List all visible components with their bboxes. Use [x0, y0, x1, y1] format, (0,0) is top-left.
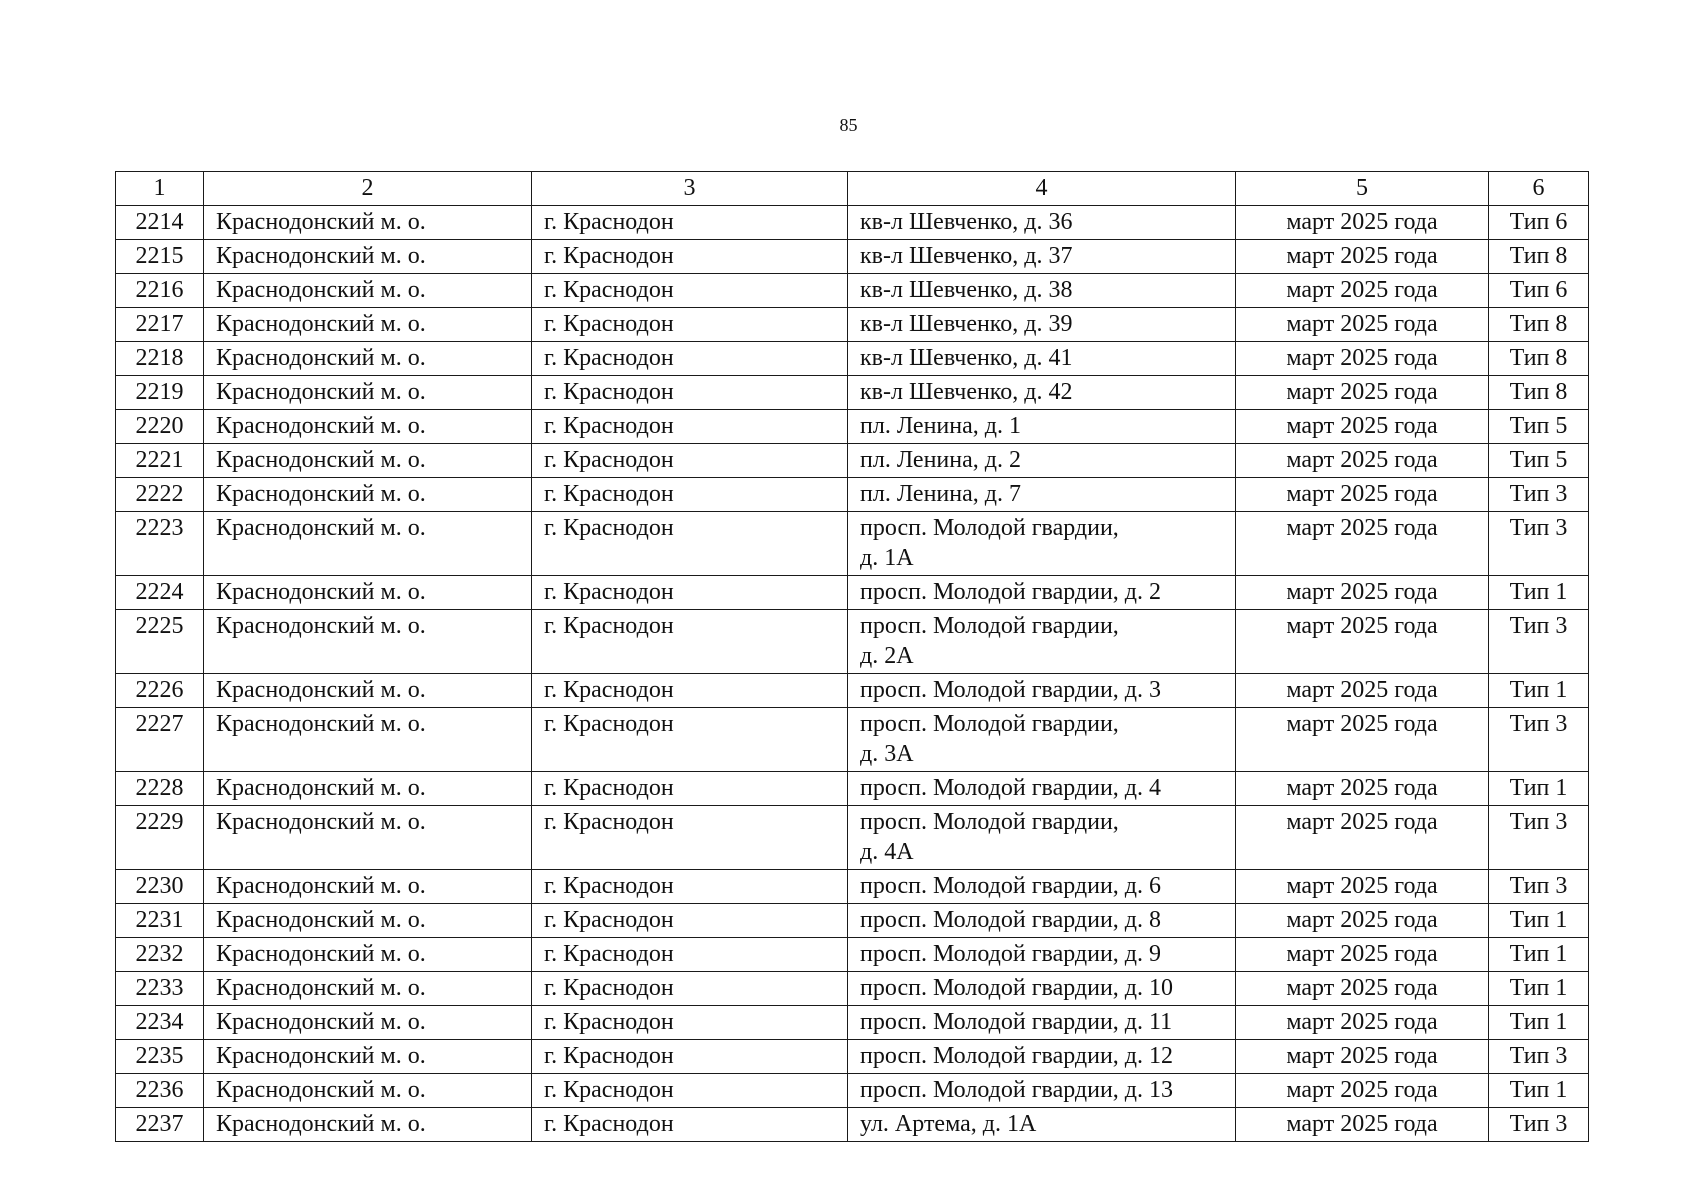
type-cell: Тип 1 [1489, 904, 1589, 938]
city-cell: г. Краснодон [532, 708, 848, 772]
table-row [116, 1074, 1589, 1108]
address-line: просп. Молодой гвардии, д. 11 [860, 1009, 1173, 1035]
type-cell: Тип 5 [1489, 444, 1589, 478]
type-cell: Тип 3 [1489, 1108, 1589, 1142]
type-cell: Тип 1 [1489, 674, 1589, 708]
row-number-cell: 2229 [116, 806, 204, 870]
district-cell: Краснодонский м. о. [204, 410, 532, 444]
row-number-cell: 2223 [116, 512, 204, 576]
city-cell: г. Краснодон [532, 240, 848, 274]
address-line: кв-л Шевченко, д. 36 [860, 209, 1073, 235]
table-row [116, 512, 1589, 576]
address-cell [848, 512, 1236, 576]
address-cell [848, 410, 1236, 444]
date-cell: март 2025 года [1236, 870, 1489, 904]
city-cell: г. Краснодон [532, 576, 848, 610]
city-cell: г. Краснодон [532, 772, 848, 806]
type-cell: Тип 1 [1489, 938, 1589, 972]
table-body [116, 172, 1589, 1142]
address-line: просп. Молодой гвардии, [860, 809, 1119, 835]
city-cell: г. Краснодон [532, 972, 848, 1006]
district-cell: Краснодонский м. о. [204, 972, 532, 1006]
table-row [116, 376, 1589, 410]
table-row [116, 478, 1589, 512]
address-line: кв-л Шевченко, д. 41 [860, 345, 1073, 371]
address-cell [848, 206, 1236, 240]
date-cell: март 2025 года [1236, 806, 1489, 870]
table-row [116, 342, 1589, 376]
table-row [116, 772, 1589, 806]
type-cell: Тип 1 [1489, 972, 1589, 1006]
address-line: пл. Ленина, д. 2 [860, 447, 1021, 473]
date-cell: март 2025 года [1236, 1006, 1489, 1040]
address-line: кв-л Шевченко, д. 42 [860, 379, 1073, 405]
district-cell: Краснодонский м. о. [204, 904, 532, 938]
address-line: д. 3А [860, 741, 914, 767]
row-number-cell: 2216 [116, 274, 204, 308]
date-cell: март 2025 года [1236, 444, 1489, 478]
city-cell: г. Краснодон [532, 674, 848, 708]
district-cell: Краснодонский м. о. [204, 1006, 532, 1040]
date-cell: март 2025 года [1236, 274, 1489, 308]
table-row [116, 674, 1589, 708]
city-cell: г. Краснодон [532, 444, 848, 478]
date-cell: март 2025 года [1236, 342, 1489, 376]
address-cell [848, 1074, 1236, 1108]
type-cell: Тип 3 [1489, 870, 1589, 904]
address-cell [848, 870, 1236, 904]
address-cell [848, 708, 1236, 772]
district-cell: Краснодонский м. о. [204, 1040, 532, 1074]
date-cell: март 2025 года [1236, 610, 1489, 674]
district-cell: Краснодонский м. о. [204, 376, 532, 410]
page-number: 85 [839, 115, 858, 135]
address-line: пл. Ленина, д. 1 [860, 413, 1021, 439]
date-cell: март 2025 года [1236, 576, 1489, 610]
table-header-row [116, 172, 1589, 206]
row-number-cell: 2218 [116, 342, 204, 376]
address-line: д. 2А [860, 643, 914, 669]
district-cell: Краснодонский м. о. [204, 772, 532, 806]
table-row [116, 972, 1589, 1006]
district-cell: Краснодонский м. о. [204, 1074, 532, 1108]
district-cell: Краснодонский м. о. [204, 478, 532, 512]
address-cell [848, 806, 1236, 870]
type-cell: Тип 1 [1489, 772, 1589, 806]
address-line: просп. Молодой гвардии, д. 4 [860, 775, 1162, 801]
district-cell: Краснодонский м. о. [204, 512, 532, 576]
table-row [116, 870, 1589, 904]
city-cell: г. Краснодон [532, 806, 848, 870]
city-cell: г. Краснодон [532, 308, 848, 342]
city-cell: г. Краснодон [532, 1108, 848, 1142]
row-number-cell: 2227 [116, 708, 204, 772]
district-cell: Краснодонский м. о. [204, 1108, 532, 1142]
type-cell: Тип 5 [1489, 410, 1589, 444]
city-cell: г. Краснодон [532, 478, 848, 512]
address-cell [848, 342, 1236, 376]
district-cell: Краснодонский м. о. [204, 308, 532, 342]
address-line: просп. Молодой гвардии, [860, 613, 1119, 639]
city-cell: г. Краснодон [532, 206, 848, 240]
address-line: просп. Молодой гвардии, д. 13 [860, 1077, 1174, 1103]
address-line: просп. Молодой гвардии, [860, 515, 1119, 541]
row-number-cell: 2234 [116, 1006, 204, 1040]
header-cell: 4 [848, 172, 1236, 206]
address-line: просп. Молодой гвардии, д. 2 [860, 579, 1162, 605]
type-cell: Тип 1 [1489, 576, 1589, 610]
row-number-cell: 2217 [116, 308, 204, 342]
address-line: пл. Ленина, д. 7 [860, 481, 1021, 507]
address-line: д. 4А [860, 839, 914, 865]
row-number-cell: 2220 [116, 410, 204, 444]
address-cell [848, 938, 1236, 972]
date-cell: март 2025 года [1236, 512, 1489, 576]
address-cell [848, 478, 1236, 512]
city-cell: г. Краснодон [532, 512, 848, 576]
header-cell: 5 [1236, 172, 1489, 206]
address-line: просп. Молодой гвардии, д. 8 [860, 907, 1162, 933]
date-cell: март 2025 года [1236, 674, 1489, 708]
type-cell: Тип 6 [1489, 274, 1589, 308]
header-cell: 2 [204, 172, 532, 206]
address-line: кв-л Шевченко, д. 37 [860, 243, 1073, 269]
date-cell: март 2025 года [1236, 478, 1489, 512]
type-cell: Тип 8 [1489, 308, 1589, 342]
city-cell: г. Краснодон [532, 274, 848, 308]
address-line: просп. Молодой гвардии, д. 9 [860, 941, 1162, 967]
type-cell: Тип 3 [1489, 806, 1589, 870]
district-cell: Краснодонский м. о. [204, 576, 532, 610]
date-cell: март 2025 года [1236, 708, 1489, 772]
address-cell [848, 444, 1236, 478]
date-cell: март 2025 года [1236, 410, 1489, 444]
row-number-cell: 2219 [116, 376, 204, 410]
header-cell: 1 [116, 172, 204, 206]
date-cell: март 2025 года [1236, 1040, 1489, 1074]
date-cell: март 2025 года [1236, 308, 1489, 342]
address-cell [848, 972, 1236, 1006]
city-cell: г. Краснодон [532, 1074, 848, 1108]
address-line: кв-л Шевченко, д. 39 [860, 311, 1073, 337]
table-row [116, 240, 1589, 274]
address-line: кв-л Шевченко, д. 38 [860, 277, 1073, 303]
district-cell: Краснодонский м. о. [204, 206, 532, 240]
district-cell: Краснодонский м. о. [204, 938, 532, 972]
row-number-cell: 2215 [116, 240, 204, 274]
district-cell: Краснодонский м. о. [204, 610, 532, 674]
address-line: просп. Молодой гвардии, [860, 711, 1119, 737]
address-cell [848, 674, 1236, 708]
district-cell: Краснодонский м. о. [204, 870, 532, 904]
district-cell: Краснодонский м. о. [204, 674, 532, 708]
table-row [116, 1006, 1589, 1040]
date-cell: март 2025 года [1236, 376, 1489, 410]
type-cell: Тип 3 [1489, 1040, 1589, 1074]
type-cell: Тип 3 [1489, 610, 1589, 674]
type-cell: Тип 1 [1489, 1006, 1589, 1040]
district-cell: Краснодонский м. о. [204, 444, 532, 478]
row-number-cell: 2222 [116, 478, 204, 512]
table-row [116, 1040, 1589, 1074]
table-row [116, 938, 1589, 972]
address-cell [848, 240, 1236, 274]
city-cell: г. Краснодон [532, 870, 848, 904]
data-table [115, 171, 1589, 1142]
table-row [116, 206, 1589, 240]
row-number-cell: 2235 [116, 1040, 204, 1074]
type-cell: Тип 1 [1489, 1074, 1589, 1108]
address-line: д. 1А [860, 545, 914, 571]
row-number-cell: 2233 [116, 972, 204, 1006]
city-cell: г. Краснодон [532, 1006, 848, 1040]
table-row [116, 274, 1589, 308]
address-line: просп. Молодой гвардии, д. 6 [860, 873, 1162, 899]
city-cell: г. Краснодон [532, 938, 848, 972]
address-cell [848, 376, 1236, 410]
district-cell: Краснодонский м. о. [204, 240, 532, 274]
type-cell: Тип 6 [1489, 206, 1589, 240]
date-cell: март 2025 года [1236, 240, 1489, 274]
row-number-cell: 2231 [116, 904, 204, 938]
row-number-cell: 2221 [116, 444, 204, 478]
district-cell: Краснодонский м. о. [204, 708, 532, 772]
table-row [116, 610, 1589, 674]
type-cell: Тип 3 [1489, 512, 1589, 576]
address-cell [848, 308, 1236, 342]
table-row [116, 708, 1589, 772]
table-row [116, 444, 1589, 478]
address-cell [848, 610, 1236, 674]
address-line: просп. Молодой гвардии, д. 10 [860, 975, 1174, 1001]
city-cell: г. Краснодон [532, 904, 848, 938]
row-number-cell: 2232 [116, 938, 204, 972]
type-cell: Тип 8 [1489, 240, 1589, 274]
table-row [116, 308, 1589, 342]
table-row [116, 576, 1589, 610]
address-cell [848, 576, 1236, 610]
row-number-cell: 2228 [116, 772, 204, 806]
date-cell: март 2025 года [1236, 206, 1489, 240]
address-line: просп. Молодой гвардии, д. 12 [860, 1043, 1174, 1069]
type-cell: Тип 8 [1489, 376, 1589, 410]
address-cell [848, 274, 1236, 308]
row-number-cell: 2214 [116, 206, 204, 240]
row-number-cell: 2226 [116, 674, 204, 708]
district-cell: Краснодонский м. о. [204, 274, 532, 308]
date-cell: март 2025 года [1236, 1108, 1489, 1142]
district-cell: Краснодонский м. о. [204, 806, 532, 870]
type-cell: Тип 3 [1489, 708, 1589, 772]
district-cell: Краснодонский м. о. [204, 342, 532, 376]
address-line: ул. Артема, д. 1А [860, 1111, 1037, 1137]
city-cell: г. Краснодон [532, 610, 848, 674]
address-cell [848, 1040, 1236, 1074]
city-cell: г. Краснодон [532, 342, 848, 376]
row-number-cell: 2230 [116, 870, 204, 904]
address-cell [848, 772, 1236, 806]
type-cell: Тип 8 [1489, 342, 1589, 376]
address-line: просп. Молодой гвардии, д. 3 [860, 677, 1162, 703]
address-cell [848, 1108, 1236, 1142]
table-row [116, 806, 1589, 870]
city-cell: г. Краснодон [532, 1040, 848, 1074]
city-cell: г. Краснодон [532, 410, 848, 444]
date-cell: март 2025 года [1236, 772, 1489, 806]
row-number-cell: 2224 [116, 576, 204, 610]
row-number-cell: 2237 [116, 1108, 204, 1142]
type-cell: Тип 3 [1489, 478, 1589, 512]
row-number-cell: 2225 [116, 610, 204, 674]
date-cell: март 2025 года [1236, 938, 1489, 972]
address-cell [848, 1006, 1236, 1040]
row-number-cell: 2236 [116, 1074, 204, 1108]
header-cell: 6 [1489, 172, 1589, 206]
date-cell: март 2025 года [1236, 972, 1489, 1006]
date-cell: март 2025 года [1236, 1074, 1489, 1108]
table-row [116, 1108, 1589, 1142]
table-row [116, 410, 1589, 444]
address-cell [848, 904, 1236, 938]
city-cell: г. Краснодон [532, 376, 848, 410]
date-cell: март 2025 года [1236, 904, 1489, 938]
table-row [116, 904, 1589, 938]
header-cell: 3 [532, 172, 848, 206]
